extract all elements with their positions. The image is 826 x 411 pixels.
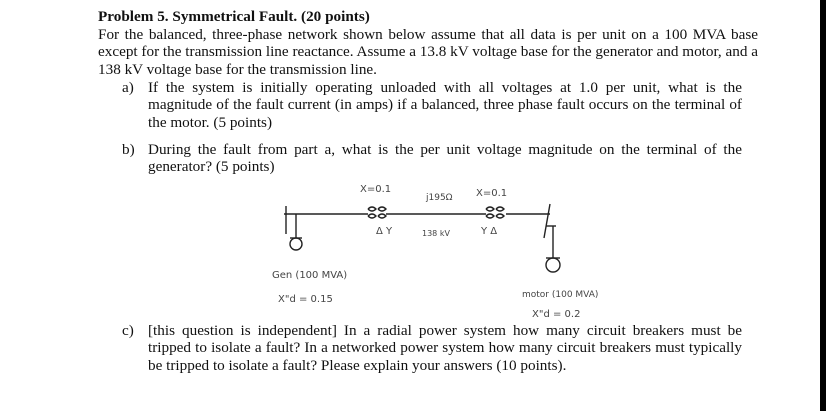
t2-connection-label: Y Δ — [481, 226, 498, 237]
line-impedance-label: j195Ω — [426, 193, 453, 203]
t1-reactance-label: X=0.1 — [360, 184, 392, 195]
question-b-text: During the fault from part a, what is the per unit voltage magnitude on the terminal of the generator? (5 points) — [148, 141, 742, 176]
question-a-label: a) — [122, 79, 134, 96]
t2-reactance-label: X=0.1 — [476, 188, 508, 199]
question-c-label: c) — [122, 322, 134, 339]
question-b — [122, 141, 742, 176]
question-a — [122, 79, 742, 131]
generator-rating-label: Gen (100 MVA) — [272, 270, 348, 281]
t1-connection-label: Δ Y — [376, 226, 393, 237]
motor-rating-label: motor (100 MVA) — [522, 290, 599, 300]
line-voltage-label: 138 kV — [422, 229, 450, 238]
problem-intro: For the balanced, three-phase network shown below assume that all data is per unit on a 100 MVA base except for the transmission line reactance. Assume a 13.8 kV voltage base for the generator and motor, and a 138 kV voltage base for the transmission line. — [98, 26, 758, 78]
question-c — [122, 322, 742, 374]
motor-reactance-label: X"d = 0.2 — [532, 309, 581, 320]
question-b-label: b) — [122, 141, 135, 158]
problem-heading: Problem 5. Symmetrical Fault. (20 points) — [98, 8, 370, 25]
question-a-text: If the system is initially operating unloaded with all voltages at 1.0 per unit, what is the magnitude of the fault current (in amps) if a balanced, three phase fault occurs on the terminal of the motor. (5 points) — [148, 79, 742, 131]
question-c-text: [this question is independent] In a radial power system how many circuit breakers must be tripped to isolate a fault? In a networked power system how many circuit breakers must typically be tripped to isolate a fault? Please explain your answers (10 points). — [148, 322, 742, 374]
generator-symbol — [284, 206, 322, 250]
transformer-1-symbol — [322, 207, 386, 218]
generator-reactance-label: X"d = 0.15 — [278, 294, 333, 305]
one-line-diagram — [250, 176, 630, 322]
transformer-2-symbol — [486, 207, 550, 218]
